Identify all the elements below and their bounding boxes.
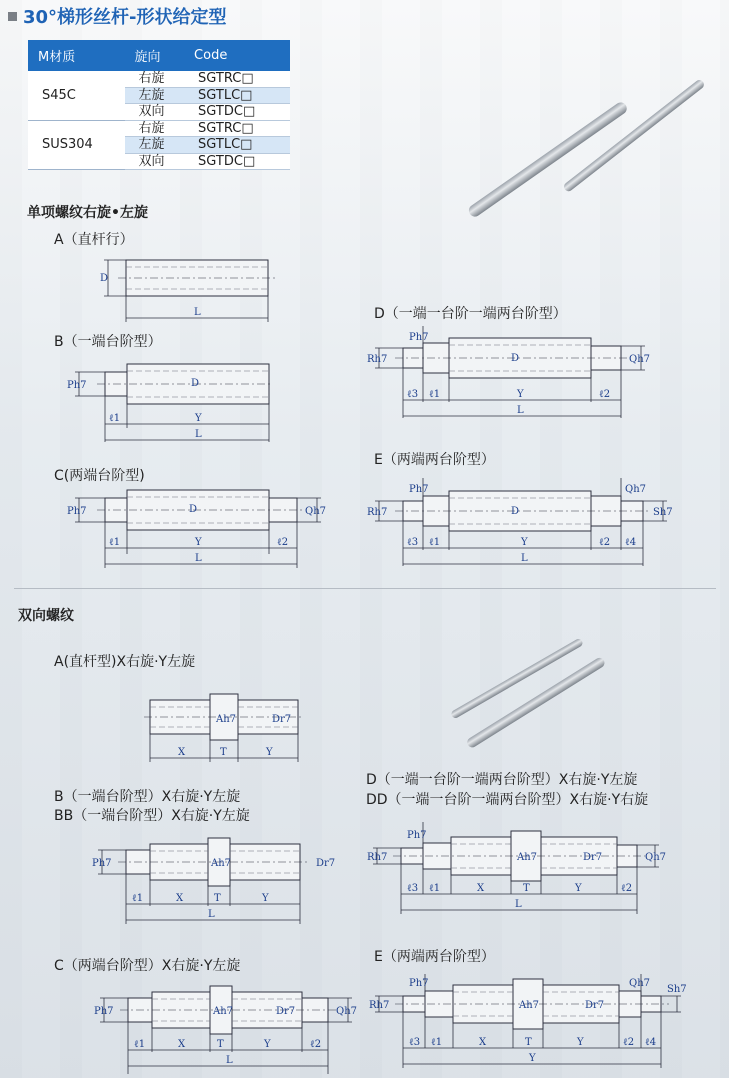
dim-Y: Y — [195, 413, 202, 424]
dim-D: D — [191, 378, 200, 389]
spec-table — [28, 40, 290, 170]
dim-Ph7: Ph7 — [409, 332, 429, 343]
dim-X: X — [477, 883, 485, 894]
dim-l1: ℓ1 — [429, 389, 441, 400]
dim-L: L — [195, 553, 202, 564]
dim-Y-total: Y — [529, 1053, 536, 1064]
drawing-2D — [365, 818, 665, 918]
dim-Qh7: Qh7 — [625, 484, 647, 495]
dim-l2: ℓ2 — [623, 1037, 635, 1048]
header-material: M材质 — [28, 40, 125, 71]
label-2C: C（两端台阶型）X右旋·Y左旋 — [54, 958, 241, 974]
dim-Qh7: Qh7 — [305, 506, 327, 517]
section-bidirectional-title: 双向螺纹 — [18, 608, 74, 624]
direction-cell: 右旋 — [125, 71, 185, 87]
dim-Rh7: Rh7 — [367, 852, 388, 863]
dim-l3: ℓ3 — [407, 883, 419, 894]
dim-Ah7: Ah7 — [517, 852, 538, 863]
dim-Qh7: Qh7 — [629, 354, 651, 365]
dim-l1: ℓ1 — [109, 413, 121, 424]
dim-Dr7: Dr7 — [276, 1006, 296, 1017]
dim-Qh7: Qh7 — [336, 1006, 358, 1017]
dim-l3: ℓ3 — [409, 1037, 421, 1048]
section-divider — [14, 588, 716, 589]
dim-l2: ℓ2 — [621, 883, 633, 894]
direction-cell: 左旋 — [125, 137, 185, 154]
dim-Ph7: Ph7 — [409, 978, 429, 989]
label-2A: A(直杆型)X右旋·Y左旋 — [54, 654, 196, 670]
dim-T: T — [523, 883, 530, 894]
drawing-1C — [65, 484, 335, 570]
dim-Ph7: Ph7 — [67, 380, 87, 391]
drawing-1A — [90, 250, 280, 322]
label-1A: A（直杆行） — [54, 232, 134, 248]
dim-X: X — [178, 1039, 186, 1050]
dim-Qh7: Qh7 — [645, 852, 667, 863]
dim-Sh7: Sh7 — [653, 507, 673, 518]
dim-D: D — [189, 504, 198, 515]
dim-T: T — [217, 1039, 224, 1050]
code-cell: SGTDC□ — [184, 153, 290, 170]
direction-cell: 右旋 — [125, 120, 185, 137]
material-cell: S45C — [28, 71, 125, 120]
drawing-2A — [150, 692, 310, 764]
dim-Ah7: Ah7 — [216, 714, 237, 725]
dim-X: X — [176, 893, 184, 904]
dim-L: L — [517, 405, 524, 416]
drawing-2E — [365, 972, 695, 1072]
label-1B: B（一端台阶型） — [54, 334, 162, 350]
dim-T: T — [220, 747, 227, 758]
dim-L: L — [226, 1055, 233, 1066]
dim-l2: ℓ2 — [310, 1039, 322, 1050]
code-cell: SGTRC□ — [184, 120, 290, 137]
dim-Ph7: Ph7 — [94, 1006, 114, 1017]
dim-l2: ℓ2 — [599, 389, 611, 400]
direction-cell: 双向 — [125, 104, 185, 121]
dim-L: L — [195, 429, 202, 440]
code-cell: SGTLC□ — [184, 137, 290, 154]
dim-l1: ℓ1 — [134, 1039, 146, 1050]
dim-Y: Y — [517, 389, 524, 400]
drawing-2B — [90, 828, 340, 928]
label-1C: C(两端台阶型) — [54, 468, 145, 484]
label-2BB: BB（一端台阶型）X右旋·Y左旋 — [54, 808, 250, 824]
code-cell: SGTLC□ — [184, 87, 290, 104]
header-code: Code — [184, 40, 290, 71]
dim-l3: ℓ3 — [407, 537, 419, 548]
dim-T: T — [214, 893, 221, 904]
dim-Y: Y — [264, 1039, 271, 1050]
label-1E: E（两端两台阶型） — [374, 452, 495, 468]
dim-Y: Y — [575, 883, 582, 894]
dim-l1: ℓ1 — [109, 537, 121, 548]
dim-Y: Y — [577, 1037, 584, 1048]
dim-L: L — [521, 553, 528, 564]
dim-T: T — [525, 1037, 532, 1048]
label-2E: E（两端两台阶型） — [374, 949, 495, 965]
dim-l1: ℓ1 — [132, 893, 144, 904]
drawing-1D — [365, 326, 665, 420]
dim-l4: ℓ4 — [625, 537, 637, 548]
dim-L: L — [208, 909, 215, 920]
drawing-1E — [365, 474, 685, 568]
dim-l4: ℓ4 — [645, 1037, 657, 1048]
dim-Sh7: Sh7 — [667, 984, 687, 995]
dim-X: X — [178, 747, 186, 758]
material-cell: SUS304 — [28, 120, 125, 170]
bullet-square-icon — [8, 12, 17, 21]
dim-Rh7: Rh7 — [367, 354, 388, 365]
dim-L: L — [194, 307, 201, 318]
dim-Dr7: Dr7 — [316, 858, 336, 869]
dim-Rh7: Rh7 — [367, 507, 388, 518]
dim-Ah7: Ah7 — [211, 858, 232, 869]
section-single-thread-title: 单项螺纹右旋•左旋 — [27, 205, 148, 221]
dim-l1: ℓ1 — [431, 1037, 443, 1048]
dim-Rh7: Rh7 — [369, 1000, 390, 1011]
drawing-2C — [90, 980, 360, 1076]
dim-X: X — [479, 1037, 487, 1048]
label-1D: D（一端一台阶一端两台阶型） — [374, 306, 567, 322]
dim-l2: ℓ2 — [277, 537, 289, 548]
header-direction: 旋向 — [125, 40, 185, 71]
dim-Y: Y — [195, 537, 202, 548]
dim-Dr7: Dr7 — [583, 852, 603, 863]
dim-D: D — [511, 353, 520, 364]
dim-L: L — [515, 899, 522, 910]
dim-Ah7: Ah7 — [213, 1006, 234, 1017]
dim-l1: ℓ1 — [429, 537, 441, 548]
dim-Ah7: Ah7 — [519, 1000, 540, 1011]
direction-cell: 双向 — [125, 153, 185, 170]
dim-Y: Y — [521, 537, 528, 548]
drawing-1B — [65, 358, 275, 444]
dim-l1: ℓ1 — [429, 883, 441, 894]
dim-l2: ℓ2 — [599, 537, 611, 548]
code-cell: SGTDC□ — [184, 104, 290, 121]
page-title-text: 30°梯形丝杆-形状给定型 — [23, 7, 227, 28]
dim-Ph7: Ph7 — [409, 484, 429, 495]
dim-Y: Y — [266, 747, 273, 758]
dim-Ph7: Ph7 — [407, 830, 427, 841]
dim-Dr7: Dr7 — [585, 1000, 605, 1011]
page-title — [8, 3, 227, 29]
dim-Y: Y — [262, 893, 269, 904]
dim-D: D — [100, 273, 109, 284]
dim-Dr7: Dr7 — [272, 714, 292, 725]
dim-Ph7: Ph7 — [67, 506, 87, 517]
label-2D: D（一端一台阶一端两台阶型）X右旋·Y左旋 — [366, 772, 638, 788]
dim-D: D — [511, 506, 520, 517]
dim-l3: ℓ3 — [407, 389, 419, 400]
label-2DD: DD（一端一台阶一端两台阶型）X右旋·Y右旋 — [366, 792, 649, 808]
direction-cell: 左旋 — [125, 87, 185, 104]
label-2B: B（一端台阶型）X右旋·Y左旋 — [54, 789, 241, 805]
dim-Ph7: Ph7 — [92, 858, 112, 869]
dim-Qh7: Qh7 — [629, 978, 651, 989]
code-cell: SGTRC□ — [184, 71, 290, 87]
